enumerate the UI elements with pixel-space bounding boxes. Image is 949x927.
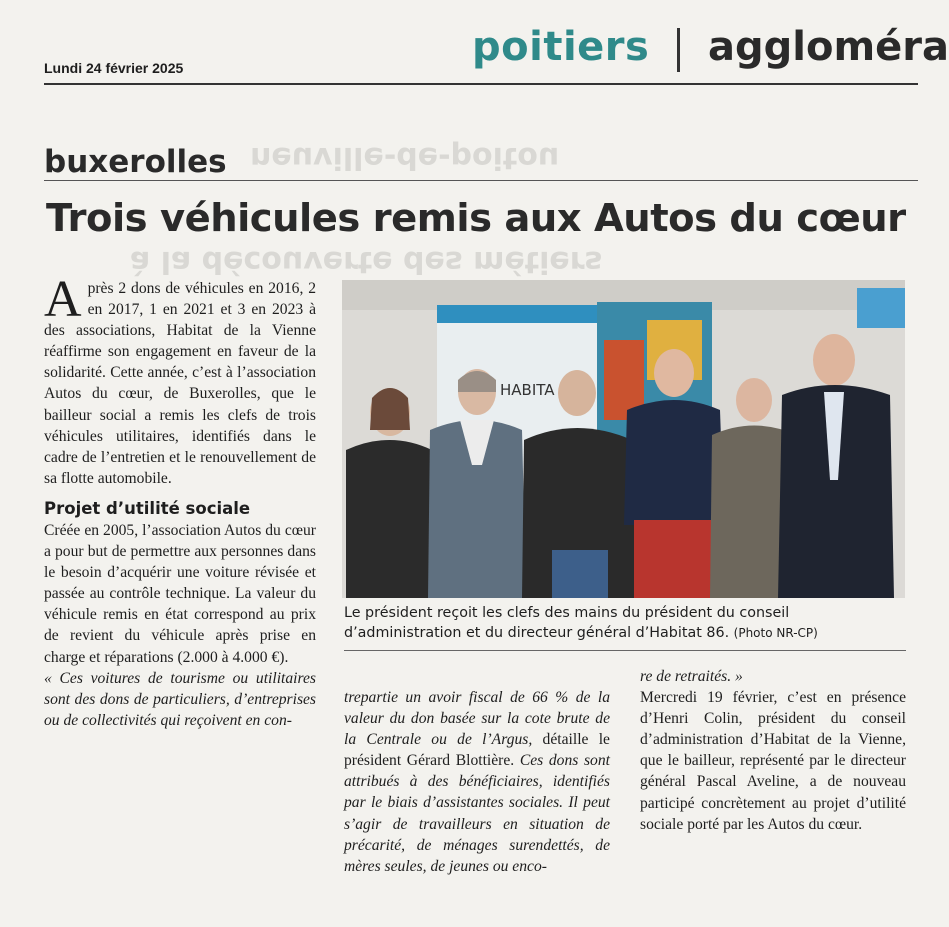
- article-subhead: Projet d’utilité sociale: [44, 498, 251, 518]
- caption-rule: [344, 650, 906, 651]
- photo-caption: [344, 603, 906, 643]
- attribution-text: détaille le président Gérard Blottière.: [344, 731, 610, 770]
- closing-paragraph: Mercredi 19 février, c’est en présence d’Henri Colin, président du conseil d’administration d’Habitat de la Vienne, que le bailleur, représenté par le directeur général Pascal Aveline, a de nouveau participé concrètement au projet d’utilité sociale porté par les Autos du cœur.: [640, 689, 906, 833]
- article-column-3: [640, 666, 906, 835]
- quote-continued-a: trepartie un avoir fiscal de 66 % de la valeur du don basée sur la cote brute de la Centrale ou de l’Argus,: [344, 689, 610, 749]
- banner-text: HABITA: [500, 381, 555, 399]
- article-column-2: [344, 687, 610, 877]
- article-column-1: [44, 271, 316, 731]
- section-city: poitiers: [472, 24, 650, 70]
- quote-paragraph-start: « Ces voitures de tourisme ou utilitaires sont des dons de particuliers, d’entreprises ou de collectivités qui reçoivent en con-: [44, 669, 316, 729]
- photo-illustration: [342, 280, 905, 598]
- caption-text: Le président reçoit les clefs des mains du président du conseil d’administration et du directeur général d’Habitat 86.: [344, 605, 790, 641]
- article-headline: Trois véhicules remis aux Autos du cœur: [46, 196, 906, 241]
- section-area: aggloméra: [708, 24, 949, 70]
- photo-credit: (Photo NR-CP): [733, 626, 818, 640]
- article-photo: [342, 280, 905, 598]
- drop-cap: A: [44, 271, 82, 328]
- issue-date: Lundi 24 février 2025: [44, 60, 184, 76]
- ghost-text-line1: neuville-de-poitou: [250, 140, 560, 175]
- intro-paragraph: [44, 271, 316, 489]
- quote-continued-b: Ces dons sont attribués à des bénéficiaires, identifiés par le biais d’assistantes sociales. Il peut s’agir de travailleurs en situation de précarité, de ménages surendettés, de mères seules, de jeunes ou enco-: [344, 752, 610, 875]
- article-kicker: buxerolles: [44, 144, 227, 180]
- kicker-rule: [44, 180, 918, 181]
- ghost-text-line2: à la découverte des métiers: [130, 244, 603, 279]
- masthead-rule: [44, 83, 918, 85]
- quote-end: re de retraités. »: [640, 668, 743, 685]
- section-separator: [677, 28, 680, 72]
- column-2-paragraph: [344, 687, 610, 877]
- paragraph-2: Créée en 2005, l’association Autos du cœur a pour but de permettre aux personnes dans le besoin d’acquérir une voiture révisée et passée au contrôle technique. La valeur du véhicule remis en état correspond au prix de revient du véhicule après prise en charge et réparations (2.000 à 4.000 €).: [44, 521, 316, 666]
- intro-text: près 2 dons de véhicules en 2016, 2 en 2017, 1 en 2021 et 3 en 2023 à des associations, Habitat de la Vienne réaffirme son engagement en faveur de la solidarité. Cette année, c’est à l’association Autos du cœur, de Buxerolles, que le bailleur social a remis les clefs de trois véhicules utilitaires, identifiés dans le cadre de l’entretien et le renouvellement de sa flotte automobile.: [44, 280, 316, 487]
